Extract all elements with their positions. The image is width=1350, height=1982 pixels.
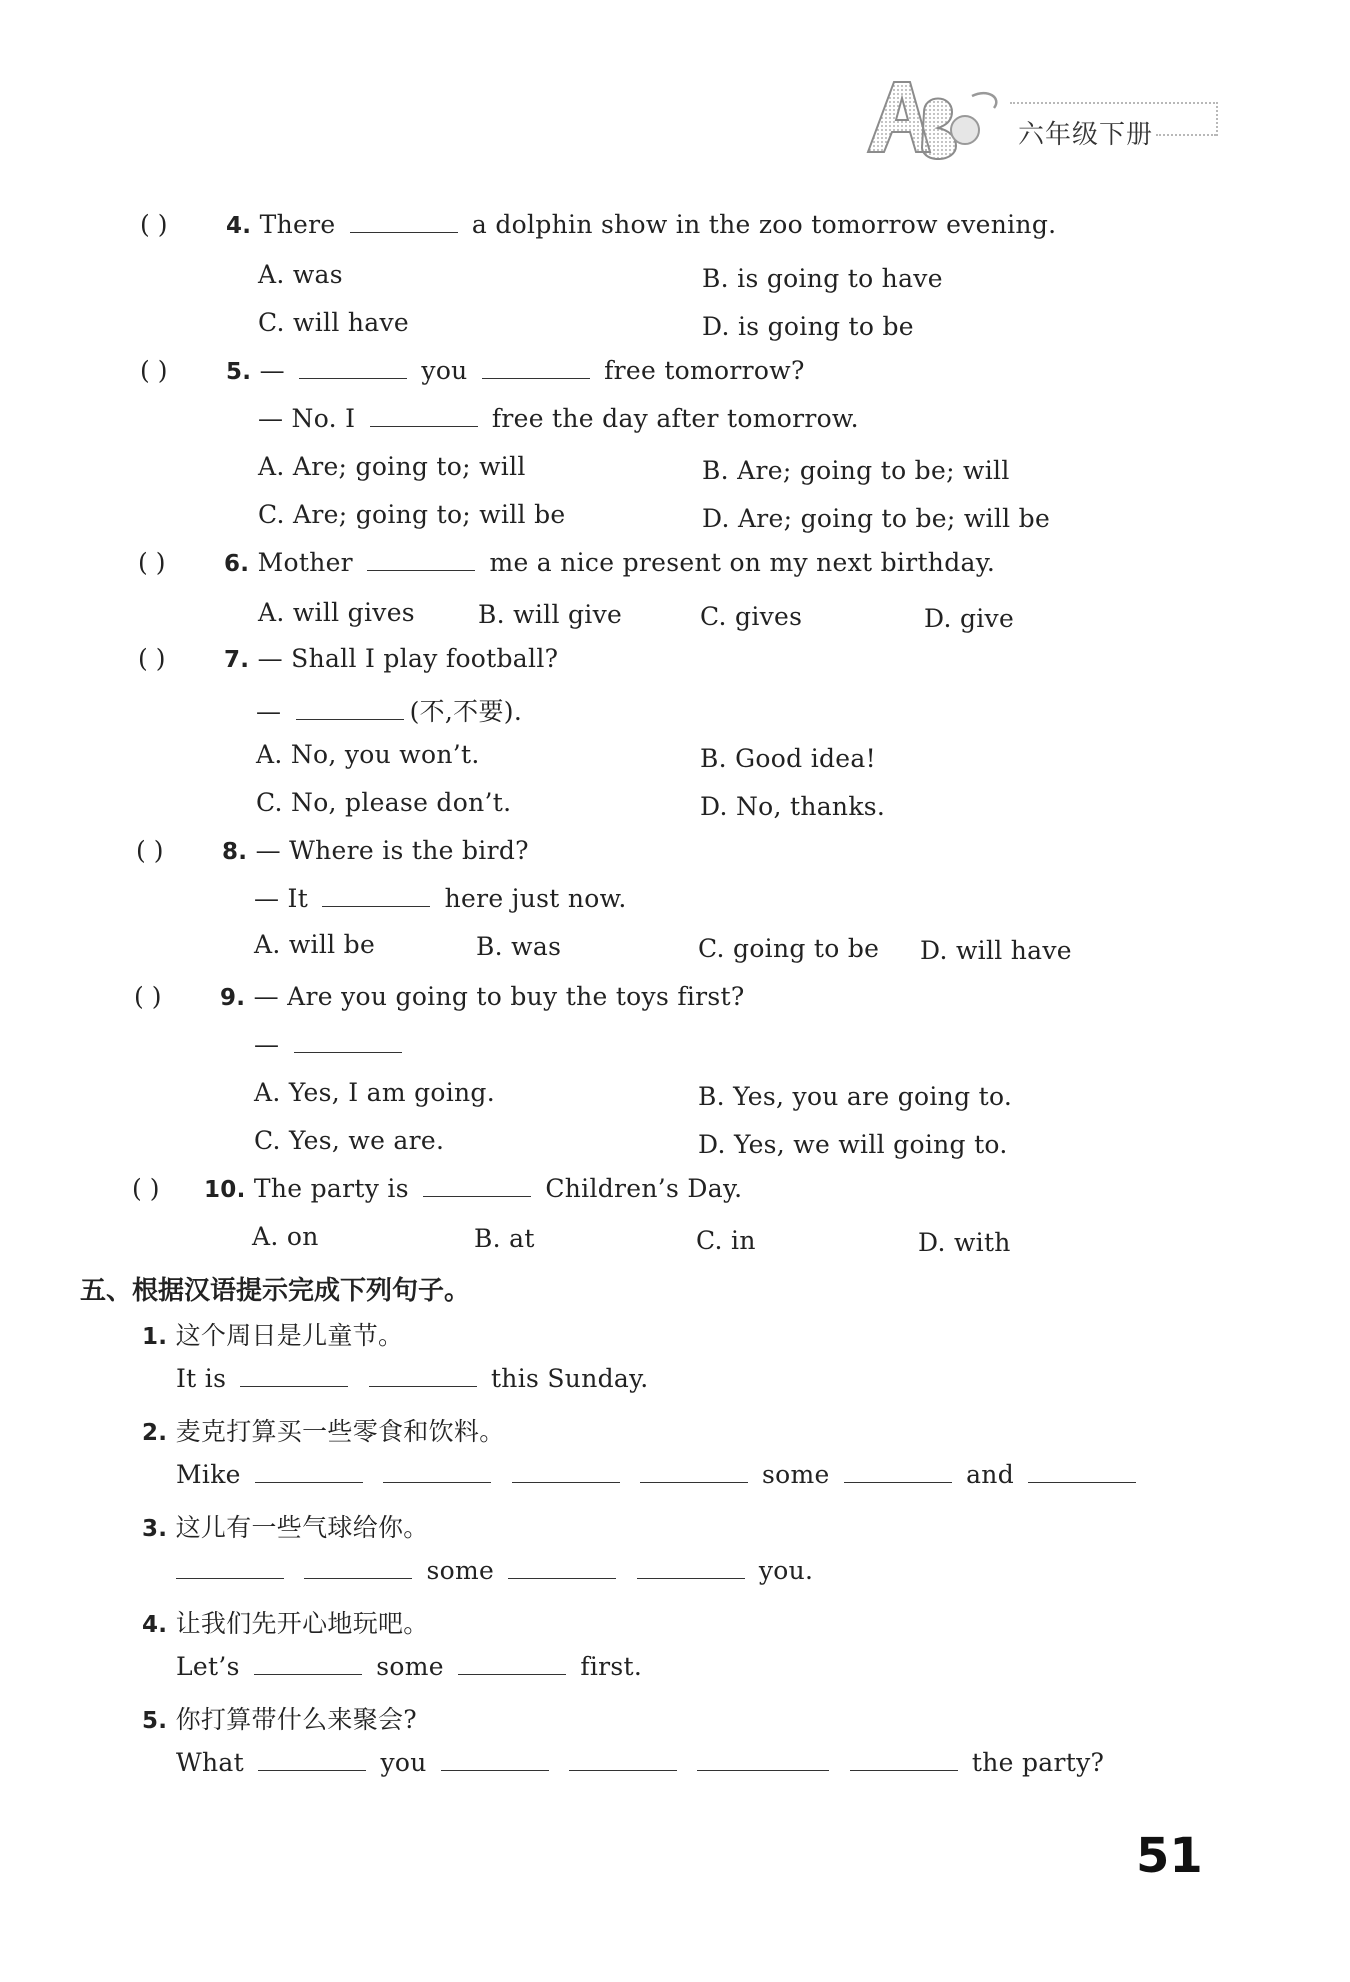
question-number: 9. [220, 985, 246, 1011]
answer-blank[interactable] [369, 1364, 477, 1387]
sentence-number: 5. [142, 1708, 168, 1734]
stem-text: me a nice present on my next birthday. [489, 548, 996, 577]
answer-blank[interactable] [322, 884, 430, 907]
answer-blank[interactable] [423, 1174, 531, 1197]
answer-blank[interactable] [569, 1748, 677, 1771]
question-stem [224, 548, 995, 577]
stem-text: you [421, 356, 468, 385]
answer-blank[interactable] [370, 404, 478, 427]
option-c: C. going to be [698, 934, 880, 963]
question-line [254, 884, 627, 913]
answer-paren[interactable]: ( ) [140, 356, 168, 385]
answer-blank[interactable] [258, 1748, 366, 1771]
stem-text: a dolphin show in the zoo tomorrow evening. [471, 210, 1057, 239]
hint-text: (不,不要). [409, 697, 523, 726]
sentence-text: It is [176, 1364, 227, 1393]
option-d: D. will have [920, 936, 1072, 965]
sentence-text: and [966, 1460, 1015, 1489]
option-b: B. Yes, you are going to. [698, 1082, 1013, 1111]
answer-paren[interactable]: ( ) [140, 210, 168, 239]
header-dotted-line [1216, 102, 1218, 136]
sentence-text: Mike [176, 1460, 241, 1489]
option-b: B. was [476, 932, 562, 961]
answer-blank[interactable] [697, 1748, 829, 1771]
option-d: D. No, thanks. [700, 792, 886, 821]
sentence-number: 4. [142, 1612, 168, 1638]
option-d: D. with [918, 1228, 1011, 1257]
option-b: B. Good idea! [700, 744, 876, 773]
option-d: D. give [924, 604, 1015, 633]
abc-logo-icon [860, 72, 1010, 160]
sentence-answer-line [170, 1556, 813, 1585]
stem-text: There [259, 210, 336, 239]
option-d: D. is going to be [702, 312, 914, 341]
stem-text: free tomorrow? [604, 356, 805, 385]
answer-blank[interactable] [296, 697, 404, 720]
chinese-hint: 这儿有一些气球给你。 [175, 1513, 429, 1542]
option-b: B. Are; going to be; will [702, 456, 1010, 485]
stem-text: — It [254, 884, 309, 913]
question-stem [226, 356, 805, 385]
stem-text: — No. I [258, 404, 356, 433]
answer-blank[interactable] [304, 1556, 412, 1579]
option-c: C. in [696, 1226, 756, 1255]
option-a: A. was [258, 260, 343, 289]
option-d: D. Are; going to be; will be [702, 504, 1051, 533]
chinese-hint: 麦克打算买一些零食和饮料。 [175, 1417, 505, 1446]
chinese-hint: 你打算带什么来聚会? [175, 1705, 417, 1734]
stem-text: here just now. [444, 884, 627, 913]
sentence-prompt [142, 1604, 429, 1640]
sentence-answer-line [176, 1364, 648, 1393]
question-number: 4. [226, 213, 252, 239]
answer-blank[interactable] [254, 1652, 362, 1675]
answer-blank[interactable] [240, 1364, 348, 1387]
sentence-text: this Sunday. [490, 1364, 649, 1393]
question-number: 6. [224, 551, 250, 577]
grade-label: 六年级下册 [1018, 120, 1154, 150]
option-b: B. will give [478, 600, 623, 629]
sentence-text: you [380, 1748, 427, 1777]
stem-text: — [256, 697, 282, 726]
question-stem [224, 644, 558, 673]
sentence-answer-line [176, 1652, 642, 1681]
sentence-number: 3. [142, 1516, 168, 1542]
stem-text: — Are you going to buy the toys first? [253, 982, 745, 1011]
answer-blank[interactable] [1028, 1460, 1136, 1483]
stem-text: — Shall I play football? [257, 644, 559, 673]
option-a: A. will gives [258, 598, 415, 627]
answer-blank[interactable] [850, 1748, 958, 1771]
chinese-hint: 这个周日是儿童节。 [175, 1321, 404, 1350]
stem-text: — [259, 356, 285, 385]
option-a: A. No, you won’t. [256, 740, 480, 769]
question-stem [222, 836, 529, 865]
answer-blank[interactable] [255, 1460, 363, 1483]
answer-blank[interactable] [482, 356, 590, 379]
sentence-prompt [142, 1508, 429, 1544]
answer-paren[interactable]: ( ) [132, 1174, 160, 1203]
question-number: 10. [204, 1177, 246, 1203]
option-c: C. will have [258, 308, 409, 337]
answer-blank[interactable] [350, 210, 458, 233]
sentence-answer-line [176, 1748, 1104, 1777]
sentence-text: Let’s [176, 1652, 240, 1681]
stem-text: free the day after tomorrow. [491, 404, 859, 433]
option-c: C. gives [700, 602, 803, 631]
stem-text: — [254, 1030, 280, 1059]
stem-text: Children’s Day. [545, 1174, 743, 1203]
answer-paren[interactable]: ( ) [134, 982, 162, 1011]
answer-blank[interactable] [637, 1556, 745, 1579]
sentence-text: first. [580, 1652, 643, 1681]
answer-blank[interactable] [458, 1652, 566, 1675]
answer-paren[interactable]: ( ) [136, 836, 164, 865]
option-b: B. is going to have [702, 264, 943, 293]
question-line [256, 692, 522, 728]
option-c: C. No, please don’t. [256, 788, 512, 817]
option-c: C. Yes, we are. [254, 1126, 445, 1155]
option-b: B. at [474, 1224, 535, 1253]
page-number: 51 [1136, 1828, 1203, 1884]
option-a: A. Yes, I am going. [254, 1078, 495, 1107]
question-stem [220, 982, 745, 1011]
sentence-number: 1. [142, 1324, 168, 1350]
sentence-text: the party? [971, 1748, 1105, 1777]
sentence-text: some [376, 1652, 444, 1681]
sentence-prompt [142, 1316, 403, 1352]
header-dotted-line [1156, 134, 1216, 136]
sentence-answer-line [176, 1460, 1142, 1489]
option-a: A. Are; going to; will [258, 452, 526, 481]
stem-text: The party is [253, 1174, 409, 1203]
answer-paren[interactable]: ( ) [138, 644, 166, 673]
stem-text: — Where is the bird? [255, 836, 529, 865]
sentence-number: 2. [142, 1420, 168, 1446]
question-stem [226, 210, 1056, 239]
answer-blank[interactable] [844, 1460, 952, 1483]
answer-blank[interactable] [512, 1460, 620, 1483]
answer-blank[interactable] [441, 1748, 549, 1771]
sentence-text: you. [758, 1556, 814, 1585]
page-header [860, 72, 1220, 162]
sentence-prompt [142, 1700, 417, 1736]
sentence-text: some [426, 1556, 495, 1585]
answer-blank[interactable] [640, 1460, 748, 1483]
sentence-text: What [176, 1748, 244, 1777]
question-line [254, 1030, 408, 1059]
answer-paren[interactable]: ( ) [138, 548, 166, 577]
option-c: C. Are; going to; will be [258, 500, 566, 529]
answer-blank[interactable] [294, 1030, 402, 1053]
question-stem [204, 1174, 742, 1203]
answer-blank[interactable] [383, 1460, 491, 1483]
option-a: A. on [252, 1222, 319, 1251]
question-number: 5. [226, 359, 252, 385]
chinese-hint: 让我们先开心地玩吧。 [175, 1609, 429, 1638]
sentence-prompt [142, 1412, 505, 1448]
question-number: 7. [224, 647, 250, 673]
sentence-text: some [762, 1460, 830, 1489]
answer-blank[interactable] [508, 1556, 616, 1579]
question-line [258, 404, 859, 433]
answer-blank[interactable] [176, 1556, 284, 1579]
answer-blank[interactable] [299, 356, 407, 379]
section-title: 五、根据汉语提示完成下列句子。 [80, 1276, 471, 1306]
answer-blank[interactable] [367, 548, 475, 571]
question-number: 8. [222, 839, 248, 865]
stem-text: Mother [257, 548, 353, 577]
option-d: D. Yes, we will going to. [698, 1130, 1008, 1159]
header-dotted-line [1010, 102, 1218, 104]
option-a: A. will be [254, 930, 376, 959]
